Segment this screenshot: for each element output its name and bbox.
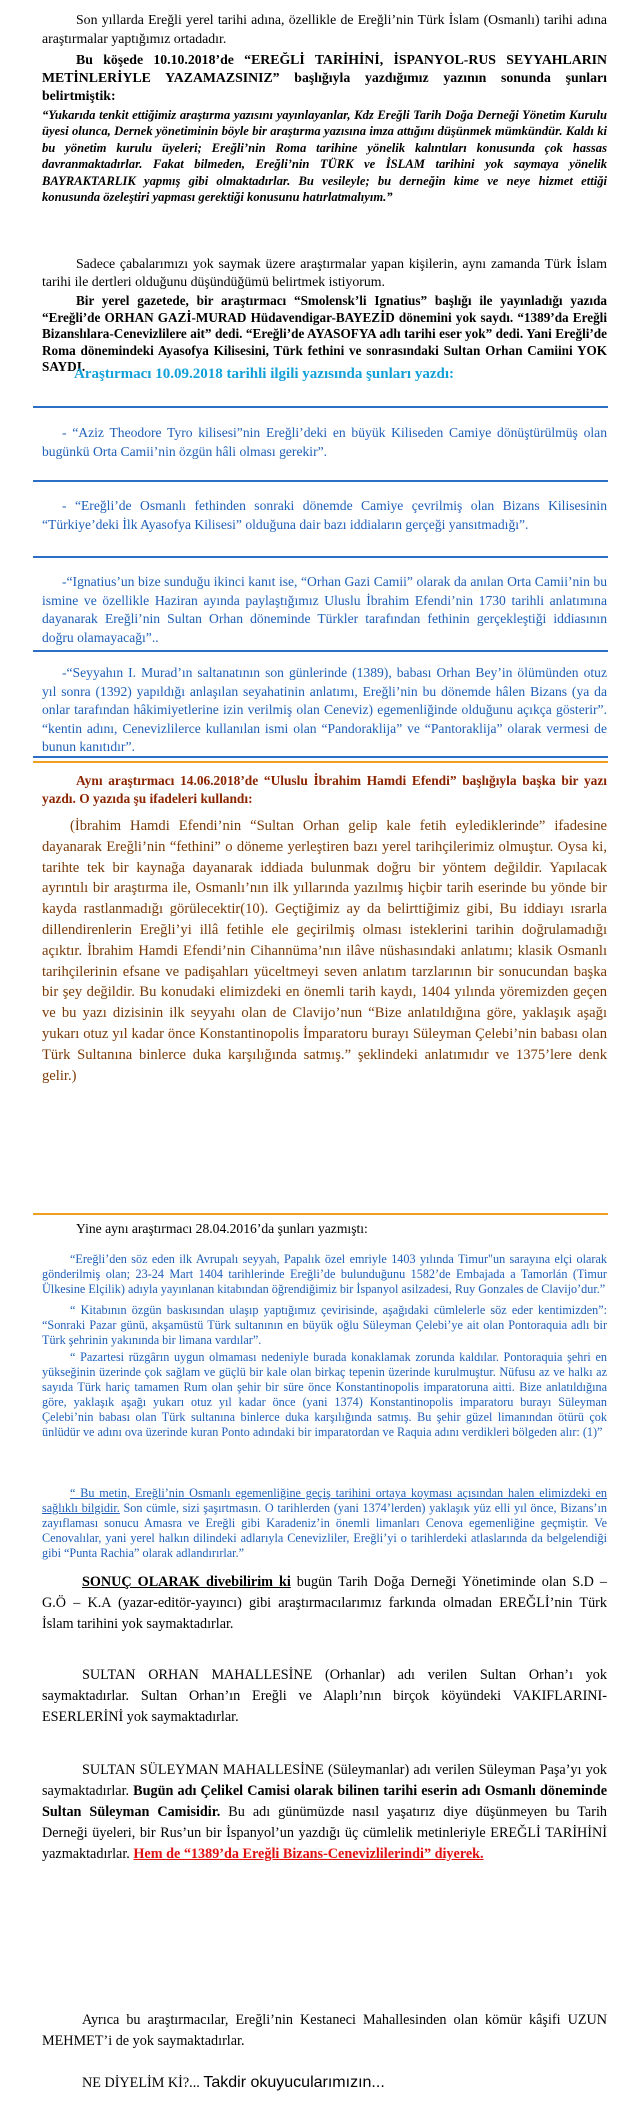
intro-paragraph: Son yıllarda Ereğli yerel tarihi adına, özellikle de Ereğli’nin Türk İslam (Osmanlı) tarihi adına araştırmalar yaptığımız ortadadır.: [42, 12, 607, 46]
newspaper-paragraph: Bir yerel gazetede, bir araştırmacı “Smolensk’li Ignatius” başlığı ile yayınladığı yazıda “Ereğli’de ORHAN GAZİ-MURAD Hüdavendigar-BAYEZİD dönemini yok saydı. “1389’da Ereğli Bizanslılara-Cenevizlilere ait” dedi. “Ereğli’de AYASOFYA adlı tarihi eser yok” dedi. Yani Ereğli’de Roma dönemindeki Ayasofya Kilisesini, Türk fethini ve sonrasındaki Sultan Orhan Camiini YOK SAYDI.: [42, 293, 607, 375]
small-quote-1: “Ereğli’den söz eden ilk Avrupalı seyyah, Papalık özel emriyle 1403 yılında Timur"un sarayına elçi olarak gönderilmiş olan; 23-24 Mart 1404 tarihlerinde Ereğli’de bulunduğunu 1582’de Embajada a Tamorlán (Timur Ülkesine Elçilik) adıyla yayınlanan kitabından öğrendiğimiz bir İspanyol asilzadesi, Ruy Gonzales de Clavijo’dur.”: [42, 1252, 607, 1296]
small-quote-4-rest: Son cümle, sizi şaşırtmasın. O tarihlerden (yani 1374’lerden) yaklaşık yüz elli yıl önce, Bizans’ın zayıflaması sonucu Amasra ve Ereğli gibi Karadeniz’in önemli limanları Cenova egemenliğine geçmiştir. Ve Cenovalılar, yani yerel halkın dilindeki adlarıyla Cenevizliler, Ereğli’yi o tarihlerdeki atlaslarında da belgelendiği gibi “Punta Rachia” olarak adlandırırlar.”: [42, 1501, 607, 1560]
reference-paragraph: Bu köşede 10.10.2018’de “EREĞLİ TARİHİNİ, İSPANYOL-RUS SEYYAHLARIN METİNLERİYLE YAZAMAZSINIZ” başlığıyla yazdığımız yazının sonunda şunları belirtmiştik:: [42, 52, 607, 103]
suleyman-text-1: SULTAN SÜLEYMAN MAHALLESİNE (Süleymanlar) adı verilen Süleyman Paşa’yı yok saymaktadırlar.: [42, 1762, 607, 1799]
blue-quote-3: -“Ignatius’un bize sunduğu ikinci kanıt ise, “Orhan Gazi Camii” olarak da anılan Orta Camii’nin bu ismine ve özellikle Haziran ayında paylaştığımız Uluslu İbrahim Efendi’nin 1730 tarihli anlatımına dayanarak Ereğli’nin Sultan Orhan döneminde Türkler tarafından fethinin gerçekleştiği iddiasının doğru olamayacağı”..: [42, 574, 607, 645]
small-quote-2: “ Kitabının özgün baskısından ulaşıp yaptığımız çevirisinde, aşağıdaki cümlelerle söz eder kentimizden”: “Sonraki Pazar günü, akşamüstü Türk sultanının en büyük oğlu Süleyman Çelebi’ye ait olan Pontoraquia adlı bir Türk şehrinin yakınında bir limana vardılar”.: [42, 1303, 607, 1347]
effort-paragraph: Sadece çabalarımızı yok saymak üzere araştırmalar yapan kişilerin, aynı zamanda Türk İslam tarihi ile dertleri olduğunu düşündüğümü belirtmek istiyorum.: [42, 256, 607, 289]
blue-section-heading: Araştırmacı 10.09.2018 tarihli ilgili yazısında şunları yazdı:: [74, 366, 454, 382]
conclusion-text: bugün Tarih Doğa Derneği Yönetiminde olan S.D – G.Ö – K.A (yazar-editör-yayıncı) gibi araştırmacılarımız farkında olmadan EREĞLİ’nin Türk İslam tarihini yok saymaktadırlar.: [42, 1574, 607, 1632]
earlier-writing-intro: Yine aynı araştırmacı 28.04.2016’da şunları yazmıştı:: [76, 1221, 368, 1236]
closing-line: [82, 2072, 602, 2094]
divider: [33, 650, 608, 652]
suleyman-text-3: Bu adı günümüzde nasıl yaşatırız diye düşünmeyen bu Tarih Derneği üyeleri, bir Rus’un bir İspanyol’un yazdığı üç cümlelik metinleriyle EREĞLİ TARİHİNİ yazmaktadırlar.: [42, 1804, 607, 1862]
blue-quote-2: - “Ereğli’de Osmanlı fethinden sonraki dönemde Camiye çevrilmiş olan Bizans Kilisesinin “Türkiye’deki İlk Ayasofya Kilisesi” olduğuna dair bazı iddiaların gerçeği yansıtmadığı”.: [42, 498, 607, 532]
suleyman-text-2: Bugün adı Çelikel Camisi olarak bilinen tarihi eserin adı Osmanlı döneminde Sultan Süleyman Camisidir.: [42, 1783, 607, 1820]
orange-quote-body: (İbrahim Hamdi Efendi’nin “Sultan Orhan gelip kale fetih eylediklerinde” ifadesine dayanarak Ereğli’nin “fethini” o döneme yerleştiren bazı yerel tarihçilerimiz olmuştur. Oysa ki, tarihte tek bir kaynağa dayanarak iddiada bulunmak doğru bir yöntem değildir. Yapılacak ayrıntılı bir araştırma ile, Osmanlı’nın ilk yıllarında yazılmış hiçbir tarih eserinde bu yönde bir kayda rastlanmadığı görülecektir(10). Geçtiğimiz ay da belirttiğimiz gibi, Bu iddiayı ısrarla dillendirenlerin Ereğli’yi illâ fetihle ele geçirilmiş olması isteklerini tarihin doğrulamadığı açıktır. İbrahim Hamdi Efendi’nin Cihannüma’nın ilâve nüshasındaki anlatımı; klasik Osmanlı tarihçilerinin efsane ve padişahları yüceltmeyi seven anlatım tarzlarının bir sonucundan başka bir şey değildir. Bu konudaki elimizdeki en önemli tarih kaydı, 1404 yılında yöremizden geçen ve bu yazı dizisinin ilk seyyahı olan de Clavijo’nun “Bize anlatıldığına göre, yaklaşık aşağı yukarı otuz yıl kadar önce Konstantinopolis İmparatoru burayı Süleyman Çelebi’nin babası olan Türk Sultanına binlerce duka karşılığında satmış.” şeklindeki anlatımıdır ve 1375’lere denk gelir.): [42, 818, 607, 1084]
small-quote-4-underlined: “ Bu metin, Ereğli’nin Osmanlı egemenliğine geçiş tarihini ortaya koyması açısından halen elimizdeki en sağlıklı bilgidir.: [42, 1486, 607, 1515]
small-quote-3: “ Pazartesi rüzgârın uygun olmaması nedeniyle burada konaklamak zorunda kaldılar. Pontoraquia şehri en yükseğinin üzerinde çok sağlam ve güçlü bir kale olan birkaç tepenin üzerinde kurulmuştur. Nüfusu az ve halkı az sayıda Türk hariç tamamen Rum olan şehir bir süre önce Konstantinopolis imparatoruna aitti. Bize anlatıldığına göre, yaklaşık aşağı yukarı otuz yıl kadar önce (yani 1374) Konstantinopolis imparatoru burayı Süleyman Çelebi’nin babası olan Türk sultanına binlerce duka karşılığında satmış. Bu şehir güzel limanından ötürü çok ünlüdür ve adını ova üzerinde kuran Ponto adındaki bir imparatordan ve Raquia adını verdikleri bölgeden alır: (1)”: [42, 1350, 607, 1439]
closing-question: NE DİYELİM Kİ?...: [82, 2075, 204, 2091]
sultan-orhan-paragraph: SULTAN ORHAN MAHALLESİNE (Orhanlar) adı verilen Sultan Orhan’ı yok saymaktadırlar. Sultan Orhan’ın Ereğli ve Alaplı’nın birçok köyündeki VAKIFLARINI-ESERLERİNİ yok saymaktadırlar.: [42, 1667, 607, 1725]
conclusion-paragraph: [42, 1572, 607, 1635]
quote-block: “Yukarıda tenkit ettiğimiz araştırma yazısını yayınlayanlar, Kdz Ereğli Tarih Doğa Derneği Yönetim Kurulu üyesi olunca, Dernek yönetiminin böyle bir araştırma yazısına imza attığını düşünmek mümkündür. Kaldı ki bu yönetim kurulu üyeleri; Ereğli’nin Roma tarihine yönelik kalıntıları konusunda çok hassas davranmaktadırlar. Fakat bilmeden, Ereğli’nin TÜRK ve İSLAM tarihini yok saymaya yönelik BAYRAKTARLIK yapmış gibi olmaktadırlar. Bu vesileyle; bu derneğin kime ve neye hizmet ettiği konusunda özeleştiri yapması gerektiği konusunu hatırlatmalıyım.”: [42, 108, 607, 205]
uzun-mehmet-paragraph: Ayrıca bu araştırmacılar, Ereğli’nin Kestaneci Mahallesinden olan kömür kâşifi UZUN MEHMET’i de yok saymaktadırlar.: [42, 2012, 607, 2049]
divider: [33, 556, 608, 558]
orange-section-heading: Aynı araştırmacı 14.06.2018’de “Uluslu İbrahim Hamdi Efendi” başlığıyla başka bir yazı yazdı. O yazıda şu ifadeleri kullandı:: [42, 773, 607, 806]
divider: [33, 480, 608, 482]
blue-quote-1: - “Aziz Theodore Tyro kilisesi”nin Ereğli’deki en büyük Kiliseden Camiye dönüştürülmüş olan bugünkü Orta Camii’nin özgün hâli olması gerekir”.: [42, 425, 607, 459]
small-quote-4: [42, 1486, 607, 1561]
conclusion-lead: SONUÇ OLARAK divebilirim ki: [82, 1574, 291, 1590]
sultan-suleyman-paragraph: [42, 1760, 607, 1865]
closing-remark: Takdir okuyucularımızın...: [203, 2074, 385, 2091]
blue-quote-4: -“Seyyahın I. Murad’ın saltanatının son günlerinde (1389), babası Orhan Bey’in ölümünden otuz yıl sonra (1392) yapıldığı anlaşılan seyahatinin anlatımı, Ereğli’nin bu dönemde hâlen Bizans (ya da onlar tarafından hâkimiyetlerine izin verilmiş olan Ceneviz) egemenliğinde olduğunu açıkça gösterir”. “kentin adını, Cenevizlilerce kullanılan ismi olan “Pandoraklija” ve “Pantoraklija” olarak vermesi de bunun kanıtıdır”.: [42, 665, 607, 754]
highlight-quote: Hem de “1389’da Ereğli Bizans-Cenevizlilerindi” diyerek.: [133, 1846, 484, 1862]
